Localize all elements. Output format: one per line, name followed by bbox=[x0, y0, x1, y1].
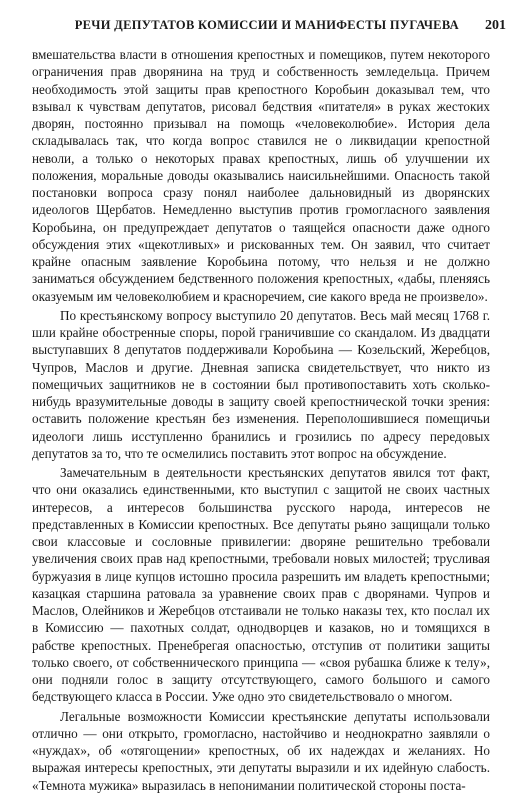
running-title: РЕЧИ ДЕПУТАТОВ КОМИССИИ И МАНИФЕСТЫ ПУГАЧЕВА bbox=[74, 18, 459, 32]
paragraph-peasant-deputies: Замечательным в деятельности крестьянских депутатов явился тот факт, что они оказались единственными, кто выступил с защитой не своих частных интересов, а интересов большинства русского народа, интересов не представленных в Комиссии крепостных. Все депутаты рьяно защищали только свои классовые и сословные привилегии: дворяне решительно требовали увеличения своих прав над крепостными, требовали новых милостей; трусливая буржуазия в лице купцов истошно просила разрешить им владеть крепостными; казацкая старшина ратовала за уравнение своих прав с дворянами. Чупров и Маслов, Олейников и Жеребцов отстаивали не только наказы тех, кто послал их в Комиссию — пахотных солдат, однодворцев и казаков, но и томящихся в рабстве крепостных. Пренебрегая опасностью, отступив от политики защиты только своего, от собственнического принципа — «своя рубашка ближе к телу», они подняли голос в защиту отсутствующего, самого большого и самого бедствующего класса в России. Уже одно это свидетельствовало о многом. bbox=[32, 465, 490, 705]
body-text bbox=[32, 46, 490, 794]
page-number: 201 bbox=[485, 18, 506, 33]
paragraph-continued: вмешательства власти в отношения крепостных и помещиков, путем некоторого ограничения прав дворянина на труд и собственность земледельца. Причем необходимость этой защиты прав крепостного Коробьин доказывал тем, что взывал к чувствам депутатов, рисовал бедствия «питателя» в руках жестоких дворян, постоянно призывал на помощь «человеколюбие». История дела складывалась так, что когда вопрос ставился не о ликвидации крепостной неволи, а только о некоторых правах крепостных, лишь об улучшении их положения, моральные доводы оказывались наисильнейшими. Опасность такой постановки вопроса сразу понял наиболее дальновидный из дворянских идеологов Щербатов. Немедленно выступив против громогласного заявления Коробьина, он предупреждает депутатов о таящейся опасности даже одного обсуждения этих «щекотливых» и рискованных тем. Он заявил, что считает крайне опасным заявление Коробьина потому, что нельзя и не должно заниматься обсуждением бедственного положения крепостных, «дабы, пленяясь оказуемым им человеколюбием и красноречием, сие какого вреда не произвело». bbox=[32, 47, 490, 304]
running-header bbox=[32, 18, 506, 40]
paragraph-legal-possibilities: Легальные возможности Комиссии крестьянские депутаты использовали отлично — они открыто, громогласно, настойчиво и неоднократно заявляли о «нуждах», об «отягощении» крепостных, об их надеждах и желаниях. Но выражая интересы крепостных, эти депутаты выразили и их идейную слабость. «Темнота мужика» выразилась в непонимании политической стороны поста- bbox=[32, 708, 490, 793]
paragraph-peasant-question: По крестьянскому вопросу выступило 20 депутатов. Весь май месяц 1768 г. шли крайне обостренные споры, порой граничившие со скандалом. Из двадцати выступавших 8 депутатов поддерживали Коробьина — Козельский, Жеребцов, Чупров, Маслов и другие. Дневная записка свидетельствует, что никто из помещичьих защитников не в состоянии был противопоставить хоть сколько-нибудь вразумительные доводы в защиту своей крепостнической точки зрения: оставить положение крестьян без изменения. Переполошившиеся помещичьи идеологи лишь исступленно бранились и грозились по адресу передовых депутатов за то, что те осмелились поставить этот вопрос на обсуждение. bbox=[32, 307, 490, 461]
